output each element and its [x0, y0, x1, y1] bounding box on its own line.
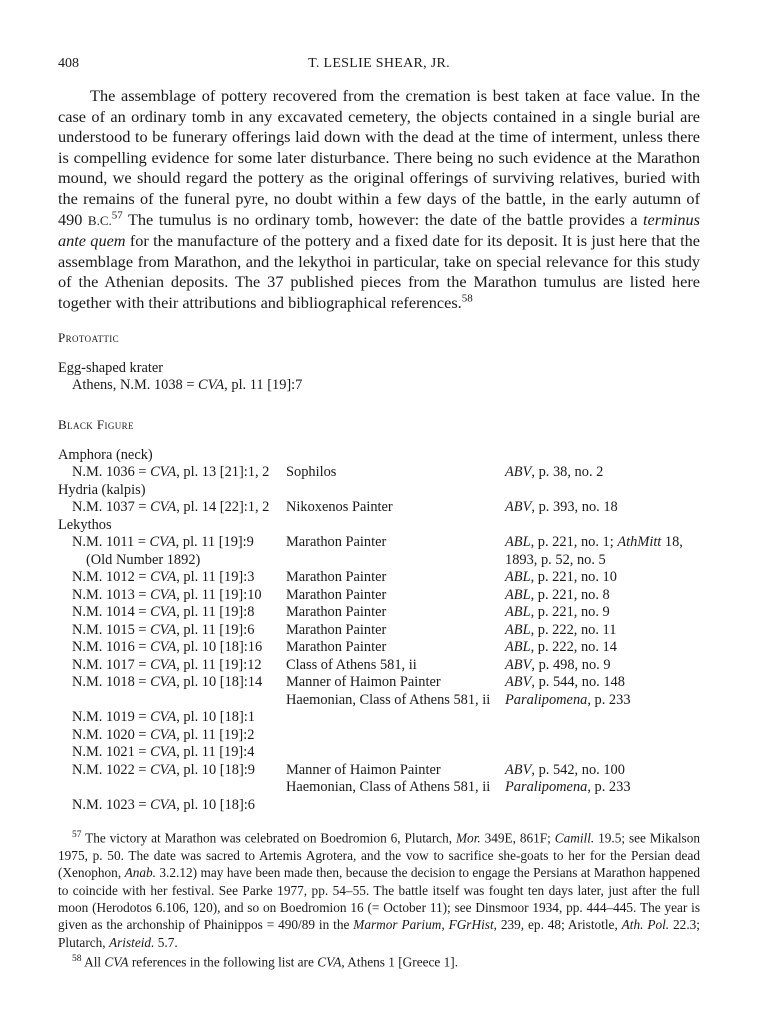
catalog-row: [58, 762, 700, 780]
catalog-entry: N.M. 1020 = CVA, pl. 11 [19]:2: [72, 726, 255, 743]
catalog-painter: Manner of Haimon Painter: [286, 761, 441, 778]
catalog-entry: N.M. 1015 = CVA, pl. 11 [19]:6: [72, 621, 255, 638]
body-paragraph: The assemblage of pottery recovered from the cremation is best taken at face value. In the case of an ordinary tomb in any excavated cemetery, the objects contained in a single burial are understood to be funerary offerings laid down with the dead at the time of interment, unless there is compelling evidence for some later disturbance. There being no such evidence at the Marathon mound, we should regard the pottery as the original offerings of surviving relatives, buried with the remains of the funeral pyre, no doubt within a few days of the battle, in the early autumn of 490 B.C.$^{57}$ The tumulus is no ordinary tomb, however: the date of the battle provides a terminus ante quem for the manufacture of the pottery and a fixed date for its deposit. It is just here that the assemblage from Marathon, and the lekythoi in particular, take on special relevance for this study of the Athenian deposits. The 37 published pieces from the Marathon tumulus are listed here together with their attributions and bibliographical references.$^{58}$: [58, 86, 700, 312]
catalog-entry: N.M. 1023 = CVA, pl. 10 [18]:6: [72, 796, 255, 813]
catalog-row: [58, 552, 700, 570]
catalog-row: [58, 709, 700, 727]
catalog-painter: Marathon Painter: [286, 534, 387, 551]
catalog-row: Athens, N.M. 1038 = CVA, pl. 11 [19]:7: [72, 377, 303, 394]
catalog-reference: [505, 709, 700, 727]
catalog-row: [58, 797, 700, 815]
footnotes: [58, 827, 700, 971]
catalog-row: [58, 727, 700, 745]
catalog-painter: Marathon Painter: [286, 586, 387, 603]
shape-heading: Egg-shaped krater: [58, 359, 164, 376]
catalog-row: [58, 604, 700, 622]
section-heading-protoattic: Protoattic: [58, 329, 120, 345]
catalog-reference: ABL, p. 221, no. 10: [505, 569, 617, 586]
footnote-ref-58[interactable]: 58: [461, 292, 473, 305]
footnote-58: $^{58}$ All CVA references in the following list are CVA, Athens 1 [Greece 1].: [72, 954, 459, 970]
catalog-row: [58, 587, 700, 605]
catalog-entry: (Old Number 1892): [86, 551, 201, 568]
footnote-57: $^{57}$ The victory at Marathon was celebrated on Boedromion 6, Plutarch, Mor. 349E, 861F; Camill. 19.5; see Mikalson 1975, p. 50. The date was sacred to Artemis Agrotera, and the vow to sacrifice she-goats to her for the Persian dead (Xenophon, Anab. 3.2.12) may have been made then, because the decision to engage the Persians at Marathon happened to coincide with her festival. See Parke 1977, pp. 54–55. The battle itself was fought ten days later, just after the full moon (Herodotos 6.106, 120), and so on Boedromion 16 (= October 11); see Dinsmoor 1934, pp. 444–445. The year is given as the archonship of Phainippos = 490/89 in the Marmor Parium, FGrHist, 239, ep. 48; Aristotle, Ath. Pol. 22.3; Plutarch, Aristeid. 5.7.: [58, 830, 701, 950]
catalog-painter: [286, 552, 505, 570]
catalog-reference: [505, 727, 700, 745]
protoattic-list: [58, 360, 700, 395]
catalog-row: [58, 674, 700, 692]
catalog-row: [58, 692, 700, 710]
catalog-row: [58, 534, 700, 552]
running-head: T. LESLIE SHEAR, JR.: [308, 56, 450, 71]
shape-heading: Hydria (kalpis): [58, 481, 146, 498]
catalog-row: N.M. 1036 = CVA, pl. 13 [21]:1, 2 Sophilos ABV, p. 38, no. 2: [72, 464, 604, 481]
catalog-reference: ABL, p. 221, no. 8: [505, 586, 610, 603]
catalog-row: [58, 657, 700, 675]
catalog-reference: ABL, p. 221, no. 1; AthMitt 18,: [505, 534, 683, 551]
page: [58, 56, 700, 814]
page-number: 408: [58, 56, 79, 71]
catalog-painter: Haemonian, Class of Athens 581, ii: [286, 691, 491, 708]
shape-heading: Amphora (neck): [58, 446, 153, 463]
catalog-entry: N.M. 1019 = CVA, pl. 10 [18]:1: [72, 709, 255, 726]
catalog-row: [58, 639, 700, 657]
catalog-painter: Marathon Painter: [286, 639, 387, 656]
catalog-entry: [58, 692, 286, 710]
catalog-entry: N.M. 1012 = CVA, pl. 11 [19]:3: [72, 569, 255, 586]
section-heading-black-figure: Black Figure: [58, 416, 134, 432]
catalog-painter: [286, 797, 505, 815]
catalog-row: [58, 622, 700, 640]
catalog-reference: ABL, p. 222, no. 14: [505, 639, 617, 656]
catalog-painter: [286, 727, 505, 745]
catalog-reference: ABV, p. 544, no. 148: [505, 674, 625, 691]
catalog-entry: N.M. 1013 = CVA, pl. 11 [19]:10: [72, 586, 262, 603]
catalog-painter: Class of Athens 581, ii: [286, 656, 417, 673]
catalog-painter: [286, 744, 505, 762]
catalog-entry: N.M. 1016 = CVA, pl. 10 [18]:16: [72, 639, 263, 656]
footnote-ref-57[interactable]: 57: [111, 209, 123, 222]
catalog-reference: ABL, p. 222, no. 11: [505, 621, 617, 638]
catalog-reference: [505, 744, 700, 762]
catalog-entry: N.M. 1018 = CVA, pl. 10 [18]:14: [72, 674, 263, 691]
catalog-painter: Marathon Painter: [286, 569, 387, 586]
catalog-entry: N.M. 1021 = CVA, pl. 11 [19]:4: [72, 744, 255, 761]
catalog-entry: N.M. 1022 = CVA, pl. 10 [18]:9: [72, 761, 255, 778]
catalog-entry: N.M. 1014 = CVA, pl. 11 [19]:8: [72, 604, 255, 621]
catalog-reference: ABV, p. 542, no. 100: [505, 761, 625, 778]
catalog-painter: Haemonian, Class of Athens 581, ii: [286, 779, 491, 796]
catalog-reference: 1893, p. 52, no. 5: [505, 551, 606, 568]
catalog-reference: Paralipomena, p. 233: [505, 691, 631, 708]
catalog-reference: ABV, p. 498, no. 9: [505, 656, 611, 673]
black-figure-list: [58, 447, 700, 815]
catalog-reference: Paralipomena, p. 233: [505, 779, 631, 796]
catalog-row: [58, 779, 700, 797]
catalog-row: N.M. 1037 = CVA, pl. 14 [22]:1, 2 Nikoxenos Painter ABV, p. 393, no. 18: [72, 499, 618, 516]
catalog-painter: Marathon Painter: [286, 604, 387, 621]
catalog-entry: N.M. 1017 = CVA, pl. 11 [19]:12: [72, 656, 262, 673]
catalog-entry: [58, 779, 286, 797]
lekythos-list: [58, 534, 700, 814]
catalog-row: [58, 569, 700, 587]
shape-heading: Lekythos: [58, 516, 112, 533]
page-header: [58, 56, 700, 78]
catalog-painter: [286, 709, 505, 727]
catalog-row: [58, 744, 700, 762]
catalog-reference: ABL, p. 221, no. 9: [505, 604, 610, 621]
catalog-painter: Marathon Painter: [286, 621, 387, 638]
catalog-painter: Manner of Haimon Painter: [286, 674, 441, 691]
catalog-entry: N.M. 1011 = CVA, pl. 11 [19]:9: [72, 534, 254, 551]
catalog-reference: [505, 797, 700, 815]
